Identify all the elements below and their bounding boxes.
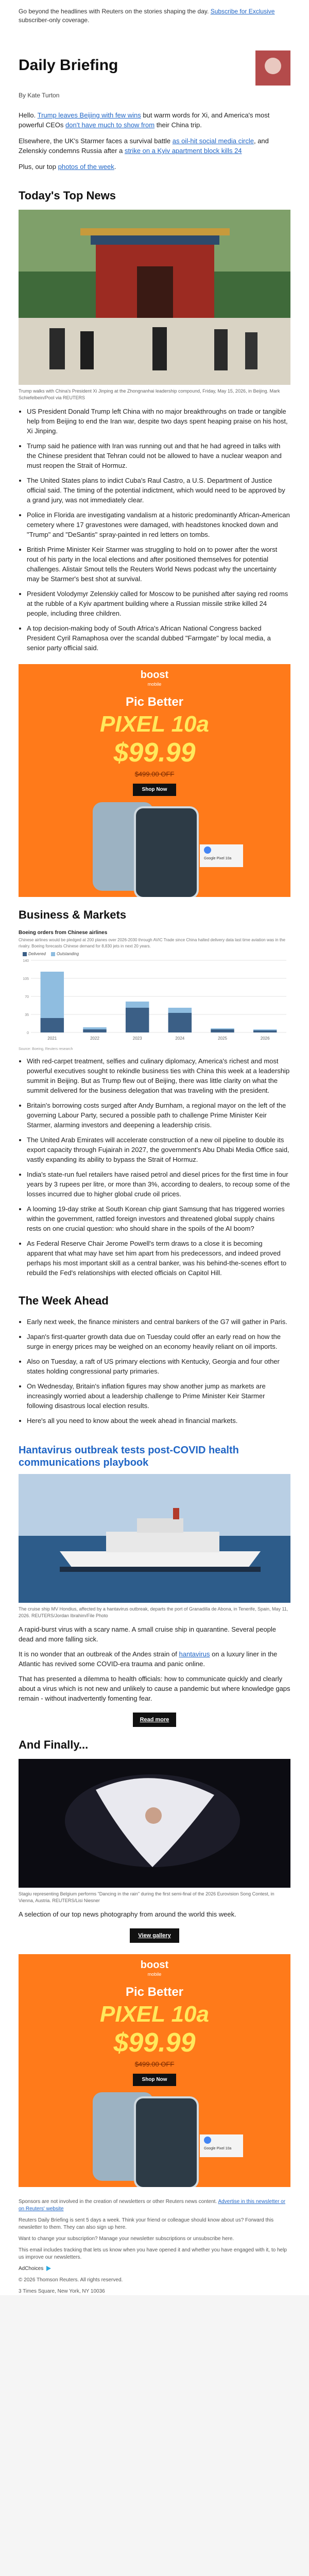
bar-outstanding-2022 [83,1027,106,1029]
list-item: • British Prime Minister Keir Starmer was struggling to hold on to power after the worst rout of his party in the local elections and after positioned themselves for potential challenges. Alistair Smout tells the Reuters World News podcast why the uncertainty may be Starmer's best shot at survival. [27,545,290,584]
footer-unsubscribe: Want to change your subscription? Manage your newsletter subscriptions or unsubscribe here. [19,2236,234,2242]
ad-price: $99.99 [113,2028,196,2058]
footer [19,2198,290,2261]
x-tick-label: 2026 [260,1036,270,1041]
bar-outstanding-2026 [253,1029,277,1030]
bar-delivered-2021 [41,1018,64,1032]
boeing-chart [19,930,290,1051]
legend-swatch-delivered [23,952,27,956]
week-ahead-title: The Week Ahead [19,1294,109,1307]
footer-share: Reuters Daily Briefing is sent 5 days a week. Think your friend or colleague should know about us? Forward this newsletter to them. They can also sign up here. [19,2217,274,2230]
chart-plot [19,956,290,1044]
bar-delivered-2022 [83,1029,106,1032]
adchoices-label: AdChoices [19,2265,44,2272]
intro-p2-lead: Elsewhere, the UK's Starmer faces a survival battle [19,137,171,145]
hantavirus-link[interactable]: hantavirus [179,1650,210,1658]
header [0,32,309,86]
bar-delivered-2026 [253,1030,277,1032]
intro-p1-tail: but warm words for Xi, and America's most powerful CEOs [19,111,270,129]
intro-link-photos[interactable]: photos of the week [58,163,114,171]
chart-legend [19,952,290,956]
cruise-ship-image [19,1474,290,1603]
intro-p2-tail: , and Zelenskiy condemns Russia after a [19,137,269,155]
ad-brand: boost [140,1959,169,1971]
top-news-list [19,406,290,653]
ad-shop-button[interactable]: Shop Now [133,784,176,796]
google-icon [204,846,211,854]
bar-outstanding-2024 [168,1008,192,1013]
adchoices-icon [45,2265,52,2272]
beijing-photo-image [19,210,290,385]
copyright: © 2026 Thomson Reuters. All rights reserved. [19,2277,123,2283]
intro-p3 [19,162,290,172]
ad-badge-text: Google Pixel 10a [204,857,232,860]
bar-outstanding-2025 [211,1028,234,1029]
list-item: • Early next week, the finance ministers and central bankers of the G7 will gather in Paris. [27,1317,290,1327]
y-tick-label: 105 [23,977,29,981]
footer-legal [19,2277,290,2295]
subscribe-link[interactable]: Subscribe for Exclusive [210,8,275,15]
footer-ads-text: Sponsors are not involved in the creation of newsletters or other Reuters news content. [19,2199,217,2205]
list-item: • Japan's first-quarter growth data due on Tuesday could offer an early read on how the surge in energy prices may be weighed on an economy heavily reliant on oil imports. [27,1332,290,1351]
chart-subtitle: Chinese airlines would be pledged at 200 planes over 2026-2030 through AVIC Trade since China halted delivery data last time aviation was in the rivalry. Boeing forecasts Chinese demand for 8,830 jets in next 20 years. [19,938,285,948]
business-list [19,1056,290,1278]
eurovision-photo-image [19,1759,290,1888]
ad-product: PIXEL 10a [100,2002,209,2027]
intro-p3-lead: Plus, our top [19,163,56,171]
top-news-photo[interactable] [19,210,290,385]
adchoices[interactable] [19,2265,290,2272]
top-news-caption: Trump walks with China's President Xi Jinping at the Zhongnanhai leadership compound, Friday, May 15, 2026, in Beijing. Mark Schiefelbein/Pool via REUTERS [19,388,280,400]
author-avatar [255,50,290,86]
hantavirus-p2-lead: It is no wonder that an outbreak of the Andes strain of [19,1650,177,1658]
phone-front-image [134,806,199,897]
intro-p1 [19,110,290,130]
list-item: • Here's all you need to know about the week ahead in financial markets. [27,1416,290,1426]
list-item: • Britain's borrowing costs surged after Andy Burnham, a regional mayor on the left of the governing Labour Party, secured a possible path to challenge Prime Minister Keir Starmer, alarming investors and deepening a leadership crisis. [27,1100,290,1130]
finally-photo[interactable] [19,1759,290,1888]
list-item: • On Wednesday, Britain's inflation figures may show another jump as markets are increasingly worried about a leadership challenge to Prime Minister Keir Starmer following disastrous local election results. [27,1381,290,1411]
ad-shop-button[interactable]: Shop Now [133,2074,176,2086]
preheader-tail: subscriber-only coverage. [19,16,90,24]
y-tick-label: 140 [23,959,29,963]
hantavirus-p3: That has presented a dilemma to health officials: how to communicate quickly and clearly about a virus which is not new and unlikely to cause a pandemic but where knowledge gaps remain - without inadvertently fomenting fear. [19,1675,290,1702]
ad-brand-sub: mobile [147,682,162,687]
intro-p1-tail2: their China trip. [156,121,202,129]
ad-old-price: $499.00 OFF [134,770,175,778]
intro-link-ceos[interactable]: don't have much to show from [65,121,155,129]
ad-headline: Pic Better [125,695,184,709]
chart-title: Boeing orders from Chinese airlines [19,930,108,936]
list-item: • A top decision-making body of South Africa's African National Congress backed President Cyril Ramaphosa over the scandal dubbed "Farmgate" by local media, a senior party official said. [27,623,290,653]
ad-price: $99.99 [113,738,196,768]
finally-caption: Stagiu representing Belgium performs "Dancing in the rain" during the first semi-final of the 2026 Eurovision Song Contest, in Vienna, Austria. REUTERS/Lisi Niesner [19,1891,274,1903]
ad-brand-sub: mobile [147,1972,162,1977]
ad-brand: boost [140,669,169,681]
hantavirus-p2 [19,1649,290,1669]
google-icon [204,2137,211,2144]
bar-outstanding-2023 [126,1002,149,1008]
byline: By Kate Turton [19,92,60,99]
intro-link-starmer[interactable]: as oil-hit social media circle [172,137,254,145]
footer-privacy: This email includes tracking that lets us know when you have opened it and whether you have engaged with it, to help us improve our newsletters. [19,2247,287,2260]
page-title: Daily Briefing [19,57,118,74]
y-tick-label: 70 [25,995,29,999]
list-item: • The United Arab Emirates will accelerate construction of a new oil pipeline to double its export capacity through Fujairah in 2027, the government's Abu Dhabi Media Office said, vastly expanding its ability to bypass the Strait of Hormuz. [27,1135,290,1164]
legend-outstanding: Outstanding [57,952,79,956]
address: 3 Times Square, New York, NY 10036 [19,2289,105,2294]
list-item: • US President Donald Trump left China with no major breakthroughs on trade or tangible help from Beijing to end the Iran war, despite two days spent heaping praise on his host, Xi Jinping. [27,406,290,436]
list-item: • Police in Florida are investigating vandalism at a historic predominantly African-American cemetery where 17 gravestones were damaged, with headstones knocked down and "Trump" and "DeSantis" spray-painted in red letters on tombs. [27,510,290,539]
view-gallery-button[interactable]: View gallery [130,1928,179,1943]
advertise-link[interactable]: Advertise in this newsletter or on Reuters' website [19,2199,286,2212]
ad-product: PIXEL 10a [100,711,209,737]
list-item: • The United States plans to indict Cuba's Raul Castro, a U.S. Department of Justice official said. The timing of the potential indictment, which would need to be approved by a grand jury, was not immediately clear. [27,476,290,505]
list-item: • With red-carpet treatment, selfies and culinary diplomacy, America's richest and most powerful executives sought to rekindle business ties with China this week at a leadership summit in Beijing. But as Trump flew out of Beijing, there was little clarity on what the summit delivered for the business delegation that was traveling with the president. [27,1056,290,1095]
pixel-ad-banner[interactable] [19,664,290,897]
footer-ads-note [19,2198,290,2213]
intro-link-trump[interactable]: Trump leaves Beijing with few wins [37,111,141,119]
hantavirus-headline[interactable]: Hantavirus outbreak tests post-COVID health communications playbook [19,1445,239,1468]
intro-p2 [19,136,290,156]
bar-delivered-2023 [126,1008,149,1032]
y-tick-label: 35 [25,1013,29,1017]
intro-link-kyiv[interactable]: strike on a Kyiv apartment block kills 24 [124,147,242,155]
pixel-ad-banner-2[interactable] [19,1954,290,2187]
x-tick-label: 2023 [132,1036,142,1041]
ad-headline: Pic Better [125,1985,184,1999]
list-item: • Trump said he patience with Iran was running out and that he had agreed in talks with the Chinese president that Tehran could not be allowed to have a nuclear weapon and must reopen the Strait of Hormuz. [27,441,290,470]
preheader-text: Go beyond the headlines with Reuters on the stories shaping the day. [19,8,209,15]
bar-outstanding-2021 [41,972,64,1018]
bar-delivered-2024 [168,1013,192,1032]
list-item: • India's state-run fuel retailers have raised petrol and diesel prices for the first time in four years by 3 rupees per litre, or more than 3%, according to dealers, to recoup some of the losses incurred due to higher global crude oil prices. [27,1170,290,1199]
list-item: • A looming 19-day strike at South Korean chip giant Samsung that has triggered worries within the government, rattled foreign investors and threatened global supply chains rests on one crucial question: who should share in the spoils of the AI boom? [27,1204,290,1233]
hantavirus-p2-tail: on a luxury liner in the Atlantic has revived some COVID-era trauma and panic online. [19,1650,278,1668]
x-tick-label: 2024 [175,1036,185,1041]
legend-swatch-outstanding [51,952,55,956]
legend-delivered: Delivered [28,952,46,956]
x-tick-label: 2025 [218,1036,227,1041]
chart-source: Source: Boeing, Reuters research [19,1047,73,1051]
x-tick-label: 2022 [90,1036,99,1041]
intro [0,99,309,172]
top-news-title: Today's Top News [19,189,116,202]
hantavirus-p1: A rapid-burst virus with a scary name. A small cruise ship in quarantine. Several people dead and more falling sick. [19,1625,277,1643]
ad-old-price: $499.00 OFF [134,2060,175,2068]
x-tick-label: 2021 [47,1036,57,1041]
read-more-button[interactable]: Read more [133,1713,176,1727]
intro-p1-lead: Hello. [19,111,36,119]
list-item: • President Volodymyr Zelenskiy called for Moscow to be punished after saying red rooms at the rubble of a Kyiv apartment building where a Russian missile strike killed 24 people, including three children. [27,589,290,618]
phone-front-image [134,2096,199,2187]
business-title: Business & Markets [19,908,127,921]
hantavirus-caption: The cruise ship MV Hondius, affected by a hantavirus outbreak, departs the port of Granadilla de Abona, in Tenerife, Spain, May 11, 2026. REUTERS/Jordan Ibrahim/File Photo [19,1606,288,1618]
intro-p3-tail: . [114,163,116,171]
list-item: • Also on Tuesday, a raft of US primary elections with Kentucky, Georgia and four other states holding congressional party primaries. [27,1357,290,1376]
list-item: • As Federal Reserve Chair Jerome Powell's term draws to a close it is becoming apparent that what may have set him apart from his predecessors, and indeed proved perhaps his most important skill as a central banker, was his behind-the-scenes effort to rebuild the Fed's relationships with elected officials on Capitol Hill. [27,1239,290,1278]
ad-badge-text: Google Pixel 10a [204,2147,232,2150]
preheader [0,0,309,32]
bar-delivered-2025 [211,1029,234,1032]
finally-title: And Finally... [19,1738,89,1751]
hantavirus-photo[interactable] [19,1474,290,1603]
week-ahead-list [19,1317,290,1426]
y-tick-label: 0 [27,1031,29,1035]
finally-p1: A selection of our top news photography from around the world this week. [19,1910,236,1918]
